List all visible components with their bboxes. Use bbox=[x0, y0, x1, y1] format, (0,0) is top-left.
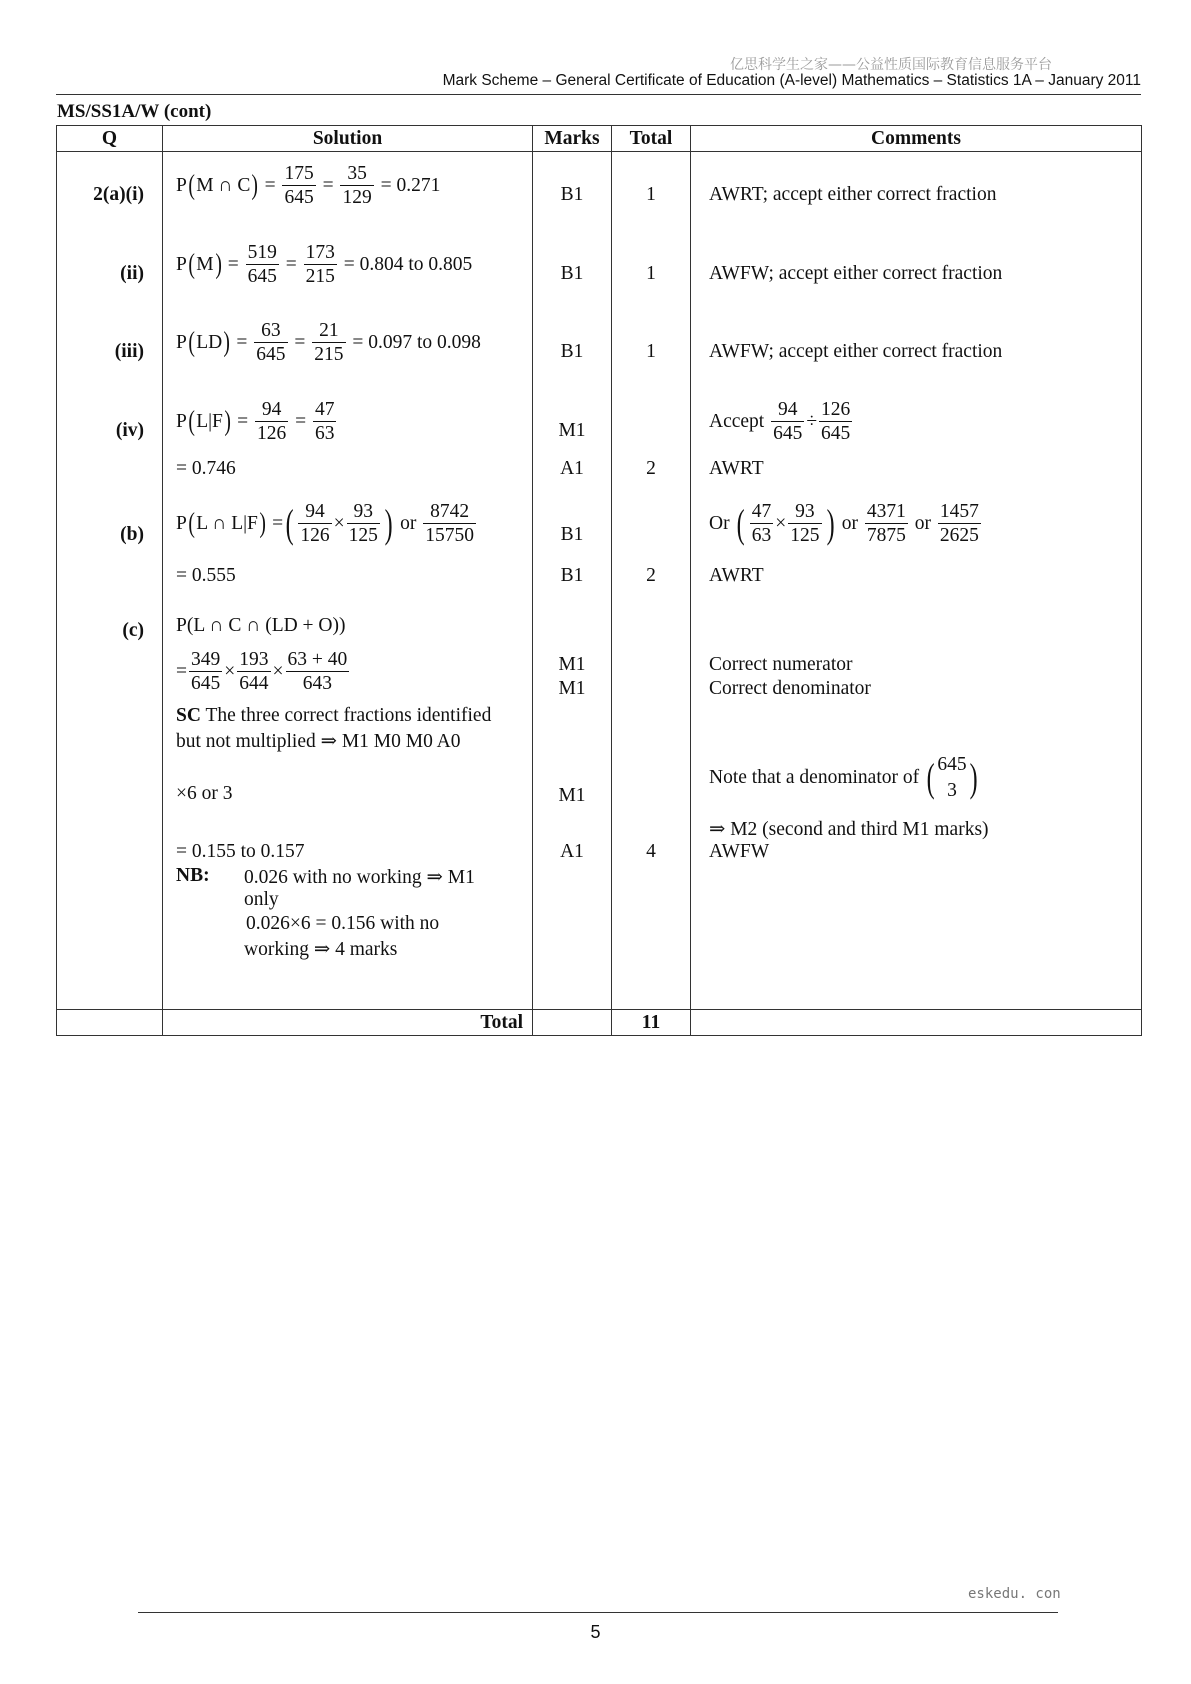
q-column bbox=[57, 152, 163, 1010]
fraction: $\frac{63 + 40}{643}$ bbox=[287, 649, 348, 695]
solution-a-iii: P(LD) = $\frac{63}{645}$ = $\frac{21}{215}$ = 0.097 to 0.098 bbox=[176, 320, 481, 366]
col-header-q: Q bbox=[57, 126, 163, 152]
total-c: 4 bbox=[646, 841, 656, 862]
comment-a-iv: Accept $\frac{94}{645}$ ÷ $\frac{126}{645}$ bbox=[709, 399, 851, 445]
nb-label: NB: bbox=[176, 865, 210, 886]
binomial: 645 3 bbox=[937, 754, 967, 802]
mark-a-iii: B1 bbox=[560, 341, 584, 362]
event: M ∩ C bbox=[196, 174, 251, 196]
col-header-marks: Marks bbox=[533, 126, 612, 152]
q-label-a-iv: (iv) bbox=[115, 420, 144, 441]
mark-b-1: B1 bbox=[560, 524, 584, 545]
result: = 0.804 to 0.805 bbox=[343, 253, 473, 275]
fraction: $\frac{93}{125}$ bbox=[790, 501, 820, 547]
total-value: 11 bbox=[612, 1010, 691, 1036]
solution-a-ii: P(M) = $\frac{519}{645}$ = $\frac{173}{215}$ = 0.804 to 0.805 bbox=[176, 242, 473, 288]
total-a-i: 1 bbox=[646, 184, 656, 205]
mark-a-i: B1 bbox=[560, 184, 584, 205]
comment-a-i: AWRT; accept either correct fraction bbox=[709, 184, 997, 205]
nb-line-4: working ⇒ 4 marks bbox=[244, 939, 398, 960]
fraction: $\frac{47}{63}$ bbox=[751, 501, 772, 547]
footer-rule bbox=[138, 1612, 1058, 1613]
fraction: $\frac{93}{125}$ bbox=[348, 501, 378, 547]
marks-column bbox=[533, 152, 612, 1010]
fraction: $\frac{175}{645}$ bbox=[284, 163, 314, 209]
comment-c-2: Correct denominator bbox=[709, 678, 871, 699]
nb-line-2: only bbox=[244, 889, 279, 910]
page-number: 5 bbox=[590, 1622, 601, 1642]
or-text: or bbox=[400, 512, 417, 534]
result-b: = 0.555 bbox=[176, 565, 236, 586]
result: = 0.271 bbox=[380, 174, 441, 196]
fraction: $\frac{35}{129}$ bbox=[342, 163, 372, 209]
solution-b: P(L ∩ L|F) =( $\frac{94}{126}$ × $\frac{93}{125}$ ) or $\frac{8742}{15750}$ bbox=[176, 500, 474, 547]
total-row bbox=[57, 1010, 1142, 1036]
header-site-text: 亿思科学生之家——公益性质国际教育信息服务平台 bbox=[730, 57, 1052, 73]
col-header-solution: Solution bbox=[163, 126, 533, 152]
total-a-iii: 1 bbox=[646, 341, 656, 362]
event: M bbox=[196, 253, 214, 275]
fraction: $\frac{1457}{2625}$ bbox=[939, 501, 979, 547]
mark-a-iv-2: A1 bbox=[560, 458, 584, 479]
comment-a-iv-2: AWRT bbox=[709, 458, 764, 479]
special-case-note-2: but not multiplied ⇒ M1 M0 M0 A0 bbox=[176, 731, 461, 752]
fraction: $\frac{47}{63}$ bbox=[314, 399, 335, 445]
total-row-comments bbox=[691, 1010, 1142, 1036]
expression-c: P(L ∩ C ∩ (LD + O)) bbox=[176, 615, 346, 636]
col-header-comments: Comments bbox=[691, 126, 1142, 152]
solution-a-iv: P(L|F) = $\frac{94}{126}$ = $\frac{47}{63}$ bbox=[176, 399, 335, 445]
event: LD bbox=[196, 331, 223, 353]
q-label-a-i: 2(a)(i) bbox=[93, 184, 144, 205]
table-header-row bbox=[57, 126, 1142, 152]
comment-a-iii: AWFW; accept either correct fraction bbox=[709, 341, 1003, 362]
solution-column bbox=[163, 152, 533, 1010]
total-row-marks bbox=[533, 1010, 612, 1036]
solution-a-i: P(M ∩ C) = $\frac{175}{645}$ = $\frac{35}{129}$ = 0.271 bbox=[176, 163, 441, 209]
fraction: $\frac{4371}{7875}$ bbox=[866, 501, 906, 547]
nb-line-3: 0.026×6 = 0.156 with no bbox=[246, 913, 440, 934]
result-c: = 0.155 to 0.157 bbox=[176, 841, 305, 862]
prob-symbol: P bbox=[176, 410, 187, 432]
q-label-b: (b) bbox=[120, 524, 144, 545]
fraction: $\frac{94}{126}$ bbox=[256, 399, 287, 445]
q-label-c: (c) bbox=[122, 620, 144, 641]
nb-line-1: 0.026 with no working ⇒ M1 bbox=[244, 867, 475, 888]
total-a-ii: 1 bbox=[646, 263, 656, 284]
comment-b: Or ( $\frac{47}{63}$ × $\frac{93}{125}$ ) or $\frac{4371}{7875}$ or $\frac{1457}{2625}$ bbox=[709, 500, 979, 547]
fraction: $\frac{63}{645}$ bbox=[256, 320, 286, 366]
col-header-total: Total bbox=[612, 126, 691, 152]
event: L|F bbox=[196, 410, 223, 432]
total-a-iv: 2 bbox=[646, 458, 656, 479]
mark-b-2: B1 bbox=[560, 565, 584, 586]
fraction: $\frac{94}{645}$ bbox=[773, 399, 803, 445]
special-case-note: SC The three correct fractions identified bbox=[176, 705, 492, 726]
section-label: MS/SS1A/W (cont) bbox=[57, 101, 212, 122]
fraction: $\frac{173}{215}$ bbox=[305, 242, 335, 288]
total-row-q bbox=[57, 1010, 163, 1036]
header-title: Mark Scheme – General Certificate of Education (A-level) Mathematics – Statistics 1A – January 2011 bbox=[442, 72, 1141, 89]
table-row bbox=[57, 152, 1142, 1010]
mark-c-1: M1 bbox=[558, 654, 586, 675]
comment-c-3: Note that a denominator of ( 645 3 ) bbox=[709, 752, 980, 805]
prob-symbol: P bbox=[176, 174, 187, 196]
fraction: $\frac{193}{644}$ bbox=[239, 649, 269, 695]
comments-column bbox=[691, 152, 1142, 1010]
prob-symbol: P bbox=[176, 331, 187, 353]
fraction: $\frac{8742}{15750}$ bbox=[425, 501, 474, 547]
prob-symbol: P bbox=[176, 253, 187, 275]
footer-url: eskedu. con bbox=[968, 1586, 1061, 1602]
prob-symbol: P bbox=[176, 512, 187, 534]
comment-c-1: Correct numerator bbox=[709, 654, 853, 675]
result-a-iv: = 0.746 bbox=[176, 458, 236, 479]
fraction: $\frac{126}{645}$ bbox=[821, 399, 851, 445]
comment-b-2: AWRT bbox=[709, 565, 764, 586]
total-b: 2 bbox=[646, 565, 656, 586]
mark-c-4: A1 bbox=[560, 841, 584, 862]
comment-a-ii: AWFW; accept either correct fraction bbox=[709, 263, 1003, 284]
event: L ∩ L|F bbox=[196, 512, 258, 534]
mark-c-3: M1 bbox=[558, 785, 586, 806]
q-label-a-ii: (ii) bbox=[120, 263, 144, 284]
total-column bbox=[612, 152, 691, 1010]
q-label-a-iii: (iii) bbox=[114, 341, 144, 362]
result: = 0.097 to 0.098 bbox=[352, 331, 481, 353]
mark-a-ii: B1 bbox=[560, 263, 584, 284]
comment-c-5: AWFW bbox=[709, 841, 770, 862]
header-rule bbox=[56, 94, 1141, 95]
fraction: $\frac{21}{215}$ bbox=[314, 320, 344, 366]
comment-c-4: ⇒ M2 (second and third M1 marks) bbox=[709, 819, 989, 840]
total-label: Total bbox=[163, 1010, 533, 1036]
mark-a-iv-1: M1 bbox=[558, 420, 586, 441]
solution-c: = $\frac{349}{645}$ × $\frac{193}{644}$ × $\frac{63 + 40}{643}$ bbox=[176, 649, 348, 695]
times-text: ×6 or 3 bbox=[176, 783, 233, 804]
mark-scheme-table bbox=[56, 125, 1142, 1036]
mark-c-2: M1 bbox=[558, 678, 586, 699]
fraction: $\frac{94}{126}$ bbox=[300, 501, 330, 547]
fraction: $\frac{349}{645}$ bbox=[191, 649, 221, 695]
fraction: $\frac{519}{645}$ bbox=[247, 242, 277, 288]
